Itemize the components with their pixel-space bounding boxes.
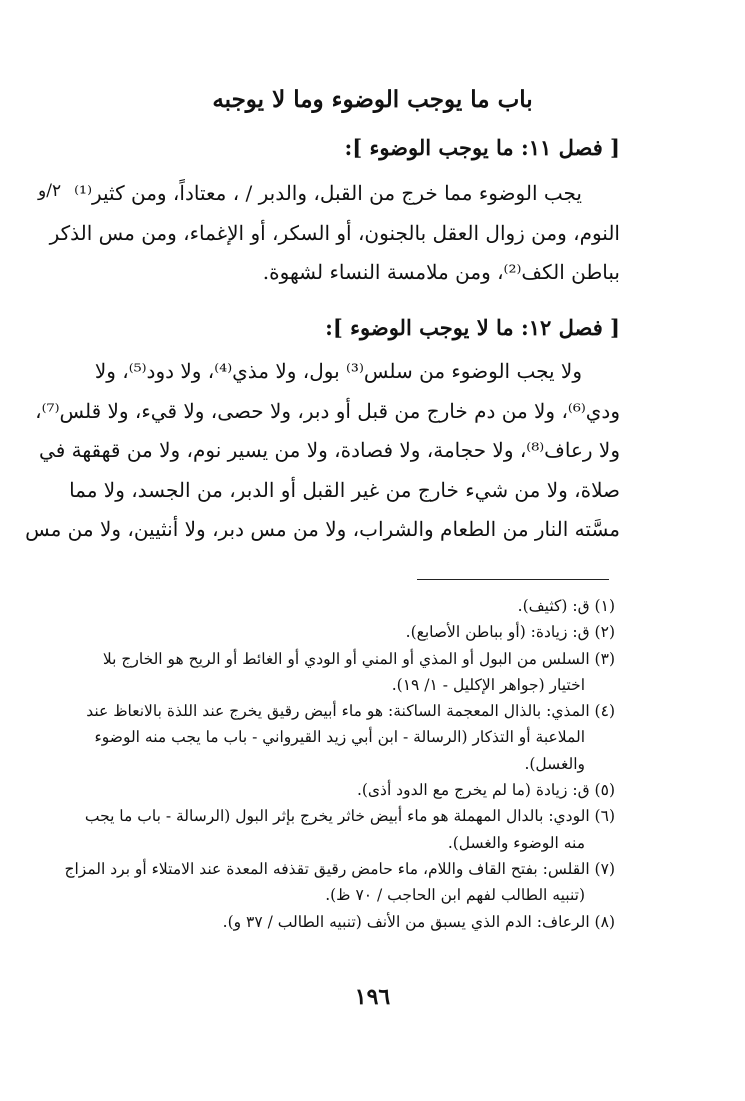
body-line: يجب الوضوء مما خرج من القبل، والدبر / ، معتاداً، ومن كثير⁽¹⁾ (74, 181, 582, 205)
body-line: ودي⁽⁶⁾، ولا من دم خارج من قبل أو دبر، ولا حصى، ولا قيء، ولا قلس⁽⁷⁾، (35, 398, 620, 423)
footnote-line: (٢) ق: زيادة: (أو بباطن الأصابع). (405, 623, 615, 642)
footnote-line: (٣) السلس من البول أو المذي أو المني أو الودي أو الغائط أو الريح هو الخارج بلا (102, 649, 615, 668)
footnote-line: منه الوضوء والغسل). (447, 833, 585, 852)
footnote-divider (417, 579, 609, 580)
page-number: ١٩٦ (354, 984, 391, 1010)
chapter-title: باب ما يوجب الوضوء وما لا يوجبه (212, 86, 533, 113)
footnote-line: (٦) الودي: بالدال المهملة هو ماء أبيض خاثر يخرج بإثر البول (الرسالة - باب ما يجب (84, 807, 615, 826)
manuscript-folio-note: ٢/و (38, 181, 62, 201)
footnote-line: (٤) المذي: بالذال المعجمة الساكنة: هو ماء أبيض رقيق يخرج عند اللذة بالانعاظ عند (86, 702, 615, 721)
body-line: بباطن الكف⁽²⁾، ومن ملامسة النساء لشهوة. (262, 260, 620, 284)
body-line: النوم، ومن زوال العقل بالجنون، أو السكر، أو الإغماء، ومن مس الذكر (49, 220, 620, 245)
body-line: مسَّته النار من الطعام والشراب، ولا من مس دبر، ولا أنثيين، ولا من مس (25, 517, 620, 541)
footnote-line: (٥) ق: زيادة (ما لم يخرج مع الدود أذى). (356, 781, 615, 800)
section-heading-12: [ فصل ١٢: ما لا يوجب الوضوء ]: (325, 315, 620, 340)
footnote-line: (٧) القلس: بفتح القاف واللام، ماء حامض رقيق تقذفه المعدة عند الامتلاء أو برد المزاج (64, 859, 615, 878)
body-line: ولا يجب الوضوء من سلس⁽³⁾ بول، ولا مذي⁽⁴⁾، ولا دود⁽⁵⁾، ولا (94, 359, 582, 383)
footnotes (55, 593, 615, 935)
footnote-line: (تنبيه الطالب لفهم ابن الحاجب / ٧٠ ظ). (325, 886, 585, 905)
body-line: صلاة، ولا من شيء خارج من غير القبل أو الدبر، من الجسد، ولا مما (69, 477, 620, 502)
footnote-line: (٨) الرعاف: الدم الذي يسبق من الأنف (تنبيه الطالب / ٣٧ و). (222, 912, 615, 931)
footnote-line: الملاعبة أو التذكار (الرسالة - ابن أبي زيد القيرواني - باب ما يجب منه الوضوء (94, 728, 585, 747)
footnote-line: اختيار (جواهر الإكليل - ١/ ١٩). (391, 675, 585, 694)
footnote-line: والغسل). (524, 754, 585, 773)
section-heading-11: [ فصل ١١: ما يوجب الوضوء ]: (344, 135, 620, 160)
body-line: ولا رعاف⁽⁸⁾، ولا حجامة، ولا فصادة، ولا من يسير نوم، ولا من قهقهة في (39, 438, 620, 462)
section-12-body (25, 352, 620, 550)
footnote-line: (١) ق: (كثيف). (517, 597, 615, 615)
